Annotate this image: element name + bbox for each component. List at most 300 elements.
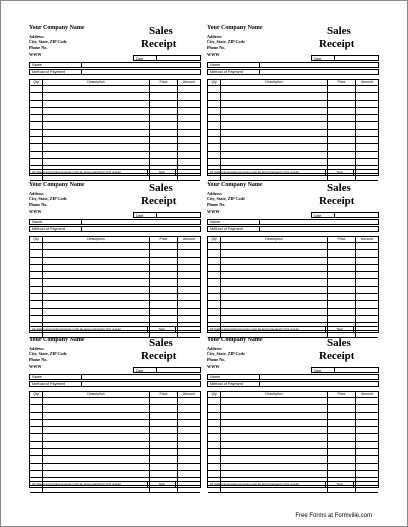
table-row[interactable] bbox=[208, 309, 378, 316]
table-cell[interactable] bbox=[150, 101, 178, 107]
table-cell[interactable] bbox=[30, 258, 43, 264]
table-cell[interactable] bbox=[221, 108, 328, 114]
name-field[interactable] bbox=[29, 374, 201, 380]
table-cell[interactable] bbox=[178, 279, 200, 285]
table-cell[interactable] bbox=[150, 130, 178, 136]
table-cell[interactable] bbox=[356, 265, 378, 271]
table-cell[interactable] bbox=[328, 456, 356, 462]
table-cell[interactable] bbox=[178, 122, 200, 128]
table-row[interactable] bbox=[208, 101, 378, 108]
table-cell[interactable] bbox=[356, 272, 378, 278]
table-row[interactable] bbox=[208, 405, 378, 412]
table-cell[interactable] bbox=[150, 449, 178, 455]
table-cell[interactable] bbox=[328, 86, 356, 92]
table-cell[interactable] bbox=[43, 287, 150, 293]
table-row[interactable] bbox=[208, 265, 378, 272]
table-cell[interactable] bbox=[328, 258, 356, 264]
table-cell[interactable] bbox=[43, 152, 150, 158]
table-cell[interactable] bbox=[30, 101, 43, 107]
table-row[interactable] bbox=[208, 471, 378, 478]
table-row[interactable] bbox=[30, 434, 200, 441]
table-row[interactable] bbox=[30, 144, 200, 151]
table-cell[interactable] bbox=[328, 279, 356, 285]
table-cell[interactable] bbox=[43, 398, 150, 404]
table-cell[interactable] bbox=[178, 427, 200, 433]
table-cell[interactable] bbox=[178, 301, 200, 307]
table-cell[interactable] bbox=[356, 250, 378, 256]
table-cell[interactable] bbox=[178, 456, 200, 462]
table-row[interactable] bbox=[30, 243, 200, 250]
table-cell[interactable] bbox=[43, 301, 150, 307]
table-row[interactable] bbox=[30, 420, 200, 427]
table-cell[interactable] bbox=[150, 159, 178, 165]
table-cell[interactable] bbox=[221, 152, 328, 158]
table-cell[interactable] bbox=[150, 316, 178, 322]
table-cell[interactable] bbox=[150, 420, 178, 426]
table-cell[interactable] bbox=[356, 101, 378, 107]
table-cell[interactable] bbox=[43, 130, 150, 136]
table-cell[interactable] bbox=[221, 101, 328, 107]
table-cell[interactable] bbox=[208, 250, 221, 256]
table-cell[interactable] bbox=[208, 122, 221, 128]
table-cell[interactable] bbox=[30, 108, 43, 114]
table-cell[interactable] bbox=[150, 464, 178, 470]
table-cell[interactable] bbox=[208, 93, 221, 99]
table-cell[interactable] bbox=[30, 152, 43, 158]
table-cell[interactable] bbox=[328, 405, 356, 411]
table-cell[interactable] bbox=[328, 442, 356, 448]
table-cell[interactable] bbox=[208, 243, 221, 249]
table-cell[interactable] bbox=[30, 294, 43, 300]
table-row[interactable] bbox=[30, 309, 200, 316]
table-cell[interactable] bbox=[43, 265, 150, 271]
item-rows[interactable] bbox=[208, 86, 378, 181]
table-cell[interactable] bbox=[221, 434, 328, 440]
table-cell[interactable] bbox=[208, 316, 221, 322]
table-row[interactable] bbox=[208, 115, 378, 122]
table-cell[interactable] bbox=[208, 101, 221, 107]
table-cell[interactable] bbox=[221, 442, 328, 448]
table-row[interactable] bbox=[208, 456, 378, 463]
item-rows[interactable] bbox=[30, 398, 200, 493]
table-cell[interactable] bbox=[208, 405, 221, 411]
table-row[interactable] bbox=[30, 130, 200, 137]
date-field[interactable] bbox=[335, 55, 379, 61]
table-cell[interactable] bbox=[150, 93, 178, 99]
table-cell[interactable] bbox=[43, 108, 150, 114]
table-cell[interactable] bbox=[30, 405, 43, 411]
table-cell[interactable] bbox=[328, 93, 356, 99]
item-rows[interactable] bbox=[208, 243, 378, 338]
table-cell[interactable] bbox=[30, 243, 43, 249]
table-cell[interactable] bbox=[356, 427, 378, 433]
table-cell[interactable] bbox=[30, 287, 43, 293]
table-cell[interactable] bbox=[30, 456, 43, 462]
table-row[interactable] bbox=[30, 152, 200, 159]
table-row[interactable] bbox=[30, 137, 200, 144]
date-field[interactable] bbox=[157, 55, 201, 61]
table-row[interactable] bbox=[30, 464, 200, 471]
table-cell[interactable] bbox=[150, 144, 178, 150]
table-cell[interactable] bbox=[221, 405, 328, 411]
table-cell[interactable] bbox=[328, 309, 356, 315]
table-cell[interactable] bbox=[150, 287, 178, 293]
table-cell[interactable] bbox=[356, 294, 378, 300]
table-cell[interactable] bbox=[208, 144, 221, 150]
table-cell[interactable] bbox=[208, 152, 221, 158]
table-cell[interactable] bbox=[356, 287, 378, 293]
payment-field[interactable] bbox=[207, 69, 379, 75]
table-cell[interactable] bbox=[150, 243, 178, 249]
table-cell[interactable] bbox=[178, 152, 200, 158]
table-cell[interactable] bbox=[221, 287, 328, 293]
table-row[interactable] bbox=[208, 243, 378, 250]
table-cell[interactable] bbox=[208, 420, 221, 426]
table-cell[interactable] bbox=[328, 413, 356, 419]
table-cell[interactable] bbox=[221, 464, 328, 470]
table-cell[interactable] bbox=[30, 86, 43, 92]
table-cell[interactable] bbox=[150, 427, 178, 433]
table-row[interactable] bbox=[208, 272, 378, 279]
table-cell[interactable] bbox=[178, 272, 200, 278]
table-cell[interactable] bbox=[328, 316, 356, 322]
table-cell[interactable] bbox=[356, 420, 378, 426]
table-cell[interactable] bbox=[178, 294, 200, 300]
table-cell[interactable] bbox=[328, 287, 356, 293]
table-cell[interactable] bbox=[178, 464, 200, 470]
table-cell[interactable] bbox=[221, 115, 328, 121]
table-cell[interactable] bbox=[221, 144, 328, 150]
table-cell[interactable] bbox=[178, 420, 200, 426]
table-row[interactable] bbox=[30, 287, 200, 294]
table-cell[interactable] bbox=[208, 309, 221, 315]
table-cell[interactable] bbox=[328, 137, 356, 143]
table-cell[interactable] bbox=[221, 449, 328, 455]
table-cell[interactable] bbox=[356, 115, 378, 121]
table-cell[interactable] bbox=[356, 301, 378, 307]
table-cell[interactable] bbox=[43, 250, 150, 256]
table-cell[interactable] bbox=[221, 309, 328, 315]
table-row[interactable] bbox=[208, 442, 378, 449]
payment-field[interactable] bbox=[207, 381, 379, 387]
table-cell[interactable] bbox=[43, 272, 150, 278]
table-cell[interactable] bbox=[150, 442, 178, 448]
table-cell[interactable] bbox=[30, 122, 43, 128]
table-cell[interactable] bbox=[221, 427, 328, 433]
table-cell[interactable] bbox=[178, 309, 200, 315]
table-cell[interactable] bbox=[43, 93, 150, 99]
table-cell[interactable] bbox=[221, 159, 328, 165]
table-cell[interactable] bbox=[208, 137, 221, 143]
table-cell[interactable] bbox=[221, 398, 328, 404]
table-cell[interactable] bbox=[178, 316, 200, 322]
table-cell[interactable] bbox=[150, 108, 178, 114]
table-cell[interactable] bbox=[43, 405, 150, 411]
table-cell[interactable] bbox=[208, 86, 221, 92]
table-cell[interactable] bbox=[178, 159, 200, 165]
table-cell[interactable] bbox=[178, 442, 200, 448]
table-row[interactable] bbox=[208, 108, 378, 115]
table-row[interactable] bbox=[208, 294, 378, 301]
table-cell[interactable] bbox=[150, 471, 178, 477]
table-row[interactable] bbox=[30, 316, 200, 323]
table-cell[interactable] bbox=[356, 258, 378, 264]
table-cell[interactable] bbox=[356, 456, 378, 462]
table-cell[interactable] bbox=[178, 86, 200, 92]
table-cell[interactable] bbox=[208, 108, 221, 114]
table-cell[interactable] bbox=[356, 93, 378, 99]
table-cell[interactable] bbox=[43, 243, 150, 249]
table-cell[interactable] bbox=[208, 265, 221, 271]
table-row[interactable] bbox=[30, 456, 200, 463]
table-row[interactable] bbox=[30, 294, 200, 301]
table-cell[interactable] bbox=[356, 471, 378, 477]
table-cell[interactable] bbox=[30, 144, 43, 150]
table-cell[interactable] bbox=[328, 471, 356, 477]
table-row[interactable] bbox=[30, 101, 200, 108]
table-cell[interactable] bbox=[208, 130, 221, 136]
table-cell[interactable] bbox=[221, 86, 328, 92]
table-cell[interactable] bbox=[178, 413, 200, 419]
table-cell[interactable] bbox=[43, 115, 150, 121]
table-cell[interactable] bbox=[221, 137, 328, 143]
table-row[interactable] bbox=[30, 86, 200, 93]
table-cell[interactable] bbox=[30, 442, 43, 448]
table-row[interactable] bbox=[30, 122, 200, 129]
table-row[interactable] bbox=[208, 434, 378, 441]
table-cell[interactable] bbox=[328, 152, 356, 158]
table-cell[interactable] bbox=[43, 434, 150, 440]
table-cell[interactable] bbox=[178, 115, 200, 121]
table-cell[interactable] bbox=[30, 413, 43, 419]
table-cell[interactable] bbox=[30, 471, 43, 477]
table-cell[interactable] bbox=[221, 420, 328, 426]
table-row[interactable] bbox=[208, 137, 378, 144]
table-cell[interactable] bbox=[150, 258, 178, 264]
table-cell[interactable] bbox=[328, 464, 356, 470]
table-row[interactable] bbox=[30, 398, 200, 405]
table-row[interactable] bbox=[30, 115, 200, 122]
table-cell[interactable] bbox=[178, 434, 200, 440]
table-row[interactable] bbox=[208, 413, 378, 420]
table-cell[interactable] bbox=[178, 398, 200, 404]
table-cell[interactable] bbox=[208, 272, 221, 278]
table-row[interactable] bbox=[208, 250, 378, 257]
table-cell[interactable] bbox=[356, 413, 378, 419]
payment-field[interactable] bbox=[29, 69, 201, 75]
table-cell[interactable] bbox=[221, 93, 328, 99]
table-cell[interactable] bbox=[150, 405, 178, 411]
item-rows[interactable] bbox=[30, 86, 200, 181]
date-field[interactable] bbox=[157, 212, 201, 218]
table-cell[interactable] bbox=[356, 279, 378, 285]
table-cell[interactable] bbox=[178, 287, 200, 293]
table-cell[interactable] bbox=[43, 159, 150, 165]
payment-field[interactable] bbox=[207, 226, 379, 232]
payment-field[interactable] bbox=[29, 226, 201, 232]
table-row[interactable] bbox=[208, 152, 378, 159]
name-field[interactable] bbox=[29, 62, 201, 68]
table-cell[interactable] bbox=[178, 130, 200, 136]
table-cell[interactable] bbox=[328, 434, 356, 440]
table-cell[interactable] bbox=[221, 301, 328, 307]
table-row[interactable] bbox=[208, 301, 378, 308]
table-row[interactable] bbox=[30, 108, 200, 115]
table-row[interactable] bbox=[208, 86, 378, 93]
table-row[interactable] bbox=[30, 93, 200, 100]
table-cell[interactable] bbox=[221, 279, 328, 285]
table-cell[interactable] bbox=[43, 279, 150, 285]
table-cell[interactable] bbox=[43, 144, 150, 150]
table-cell[interactable] bbox=[43, 316, 150, 322]
table-cell[interactable] bbox=[208, 294, 221, 300]
date-field[interactable] bbox=[157, 367, 201, 373]
table-cell[interactable] bbox=[208, 456, 221, 462]
table-cell[interactable] bbox=[328, 449, 356, 455]
table-row[interactable] bbox=[30, 405, 200, 412]
table-row[interactable] bbox=[208, 316, 378, 323]
table-row[interactable] bbox=[30, 413, 200, 420]
table-row[interactable] bbox=[30, 265, 200, 272]
table-row[interactable] bbox=[208, 122, 378, 129]
table-row[interactable] bbox=[30, 301, 200, 308]
table-cell[interactable] bbox=[356, 449, 378, 455]
table-cell[interactable] bbox=[356, 434, 378, 440]
table-cell[interactable] bbox=[30, 301, 43, 307]
table-cell[interactable] bbox=[30, 316, 43, 322]
table-cell[interactable] bbox=[221, 294, 328, 300]
table-row[interactable] bbox=[208, 464, 378, 471]
item-rows[interactable] bbox=[30, 243, 200, 338]
table-row[interactable] bbox=[208, 279, 378, 286]
table-cell[interactable] bbox=[356, 243, 378, 249]
table-cell[interactable] bbox=[150, 279, 178, 285]
table-cell[interactable] bbox=[328, 294, 356, 300]
item-rows[interactable] bbox=[208, 398, 378, 493]
table-cell[interactable] bbox=[150, 398, 178, 404]
table-cell[interactable] bbox=[221, 471, 328, 477]
name-field[interactable] bbox=[207, 219, 379, 225]
table-cell[interactable] bbox=[208, 159, 221, 165]
table-row[interactable] bbox=[208, 427, 378, 434]
table-cell[interactable] bbox=[43, 464, 150, 470]
table-row[interactable] bbox=[30, 442, 200, 449]
table-row[interactable] bbox=[30, 272, 200, 279]
table-cell[interactable] bbox=[178, 250, 200, 256]
table-cell[interactable] bbox=[30, 427, 43, 433]
table-cell[interactable] bbox=[356, 122, 378, 128]
table-cell[interactable] bbox=[43, 442, 150, 448]
table-row[interactable] bbox=[208, 159, 378, 166]
table-cell[interactable] bbox=[150, 413, 178, 419]
table-cell[interactable] bbox=[208, 301, 221, 307]
table-cell[interactable] bbox=[30, 279, 43, 285]
table-cell[interactable] bbox=[328, 243, 356, 249]
table-cell[interactable] bbox=[30, 250, 43, 256]
table-cell[interactable] bbox=[328, 272, 356, 278]
table-cell[interactable] bbox=[43, 427, 150, 433]
name-field[interactable] bbox=[29, 219, 201, 225]
table-row[interactable] bbox=[30, 250, 200, 257]
table-cell[interactable] bbox=[30, 130, 43, 136]
table-cell[interactable] bbox=[43, 122, 150, 128]
table-row[interactable] bbox=[208, 130, 378, 137]
table-row[interactable] bbox=[208, 398, 378, 405]
table-cell[interactable] bbox=[356, 159, 378, 165]
table-cell[interactable] bbox=[208, 442, 221, 448]
date-field[interactable] bbox=[335, 212, 379, 218]
table-cell[interactable] bbox=[208, 434, 221, 440]
name-field[interactable] bbox=[207, 62, 379, 68]
table-cell[interactable] bbox=[328, 301, 356, 307]
table-cell[interactable] bbox=[43, 449, 150, 455]
table-row[interactable] bbox=[208, 144, 378, 151]
table-row[interactable] bbox=[30, 159, 200, 166]
table-cell[interactable] bbox=[356, 309, 378, 315]
table-cell[interactable] bbox=[328, 115, 356, 121]
table-cell[interactable] bbox=[328, 420, 356, 426]
table-cell[interactable] bbox=[356, 144, 378, 150]
table-row[interactable] bbox=[208, 93, 378, 100]
table-cell[interactable] bbox=[30, 434, 43, 440]
table-cell[interactable] bbox=[221, 130, 328, 136]
table-cell[interactable] bbox=[178, 101, 200, 107]
table-cell[interactable] bbox=[328, 130, 356, 136]
table-cell[interactable] bbox=[221, 272, 328, 278]
payment-field[interactable] bbox=[29, 381, 201, 387]
table-cell[interactable] bbox=[328, 265, 356, 271]
table-row[interactable] bbox=[30, 449, 200, 456]
table-cell[interactable] bbox=[43, 309, 150, 315]
table-cell[interactable] bbox=[178, 258, 200, 264]
table-cell[interactable] bbox=[328, 108, 356, 114]
table-cell[interactable] bbox=[221, 258, 328, 264]
table-cell[interactable] bbox=[150, 86, 178, 92]
table-cell[interactable] bbox=[30, 420, 43, 426]
table-cell[interactable] bbox=[43, 137, 150, 143]
table-cell[interactable] bbox=[356, 108, 378, 114]
table-cell[interactable] bbox=[30, 93, 43, 99]
table-cell[interactable] bbox=[150, 434, 178, 440]
table-cell[interactable] bbox=[30, 115, 43, 121]
table-cell[interactable] bbox=[150, 456, 178, 462]
table-cell[interactable] bbox=[178, 137, 200, 143]
table-cell[interactable] bbox=[178, 144, 200, 150]
table-cell[interactable] bbox=[208, 287, 221, 293]
table-cell[interactable] bbox=[30, 464, 43, 470]
name-field[interactable] bbox=[207, 374, 379, 380]
table-cell[interactable] bbox=[43, 420, 150, 426]
table-cell[interactable] bbox=[221, 456, 328, 462]
table-cell[interactable] bbox=[43, 456, 150, 462]
table-cell[interactable] bbox=[356, 464, 378, 470]
table-cell[interactable] bbox=[208, 398, 221, 404]
table-cell[interactable] bbox=[208, 464, 221, 470]
table-cell[interactable] bbox=[43, 471, 150, 477]
table-row[interactable] bbox=[208, 258, 378, 265]
table-cell[interactable] bbox=[328, 159, 356, 165]
table-cell[interactable] bbox=[328, 101, 356, 107]
table-row[interactable] bbox=[30, 427, 200, 434]
table-cell[interactable] bbox=[356, 152, 378, 158]
table-cell[interactable] bbox=[221, 316, 328, 322]
table-row[interactable] bbox=[30, 258, 200, 265]
table-cell[interactable] bbox=[208, 449, 221, 455]
table-row[interactable] bbox=[208, 420, 378, 427]
table-cell[interactable] bbox=[328, 144, 356, 150]
table-cell[interactable] bbox=[150, 265, 178, 271]
table-cell[interactable] bbox=[208, 115, 221, 121]
